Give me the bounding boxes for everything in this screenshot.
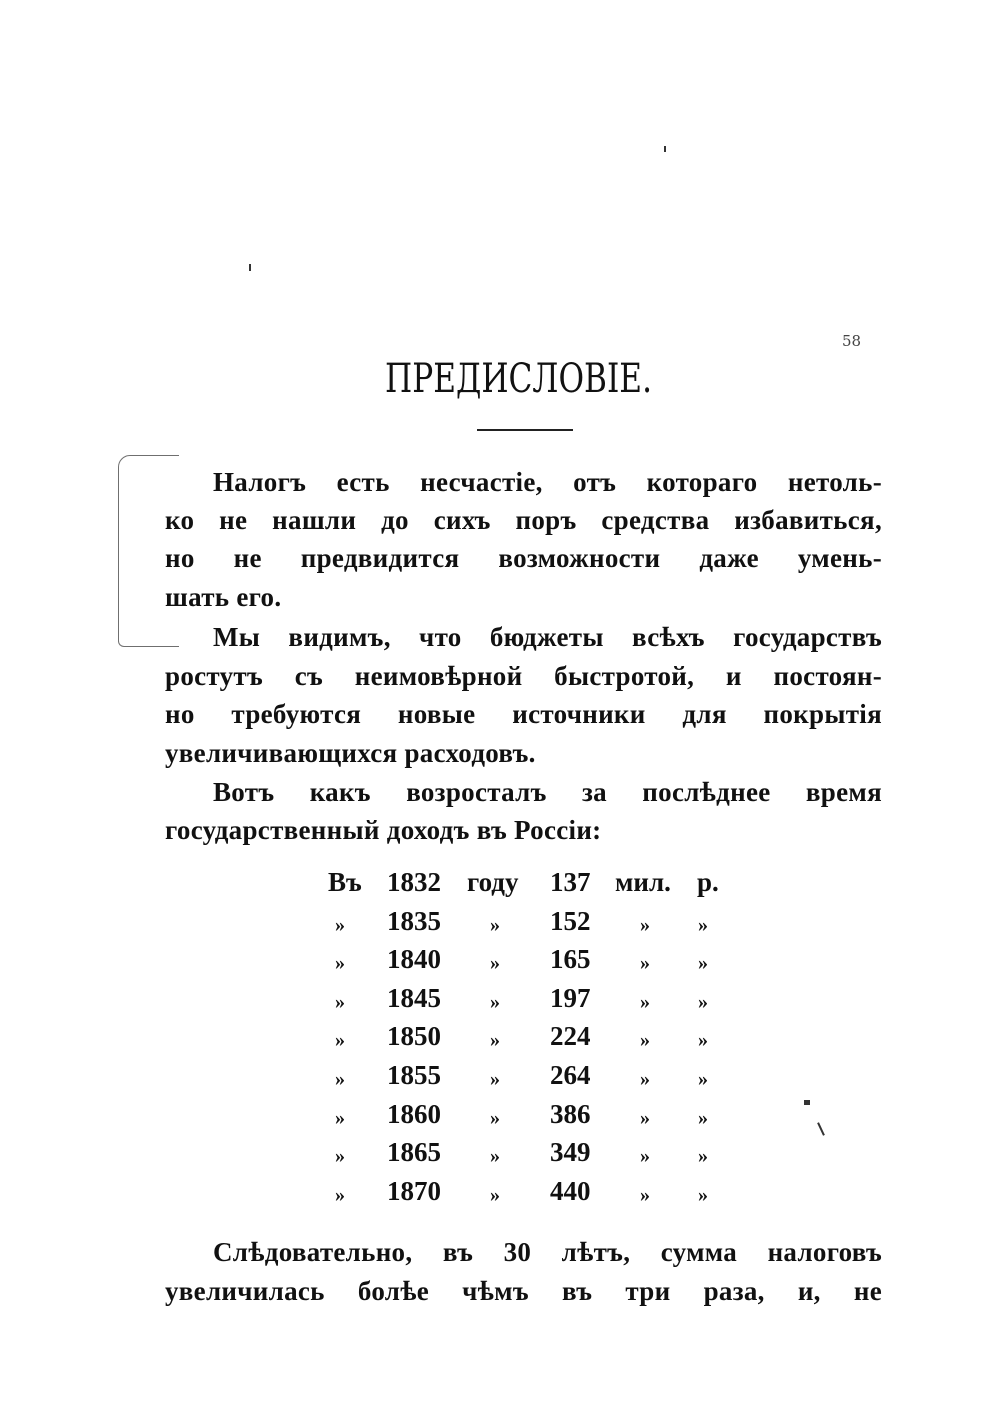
ditto-mark: » [698, 952, 708, 975]
text-line: ростутъ съ неимовѣрной быстротой, и постоян- [165, 661, 882, 691]
ditto-mark: » [490, 1106, 500, 1129]
ditto-mark: » [640, 1106, 650, 1129]
ditto-mark: » [640, 1029, 650, 1052]
ditto-mark: » [640, 952, 650, 975]
table-unit: мил. [615, 867, 671, 897]
table-amount: 224 [550, 1021, 591, 1052]
table-currency: р. [697, 867, 719, 897]
ditto-mark: » [490, 1068, 500, 1090]
text-line: Слѣдовательно, въ 30 лѣтъ, сумма налоговъ [213, 1237, 882, 1267]
text-line: шать его. [165, 582, 282, 612]
table-amount: 152 [550, 905, 591, 936]
ditto-mark: » [335, 1029, 345, 1052]
text-line: Вотъ какъ возросталъ за послѣднее время [213, 777, 882, 807]
table-year: 1832 [387, 867, 441, 897]
text-line: увеличилась болѣе чѣмъ въ три раза, и, не [165, 1276, 882, 1306]
table-year: 1865 [387, 1137, 441, 1168]
table-amount: 137 [550, 867, 591, 897]
text-line: Мы видимъ, что бюджеты всѣхъ государствъ [213, 622, 882, 652]
table-amount: 165 [550, 944, 591, 975]
ditto-mark: » [335, 1068, 345, 1090]
table-year: 1855 [387, 1060, 441, 1090]
ditto-mark: » [698, 990, 708, 1013]
ditto-mark: » [335, 1145, 345, 1168]
scan-speck [804, 1100, 810, 1105]
ditto-mark: » [640, 990, 650, 1013]
ditto-mark: » [335, 952, 345, 975]
table-year: 1840 [387, 944, 441, 975]
table-amount: 440 [550, 1175, 591, 1206]
text-line: государственный доходъ въ Россіи: [165, 815, 602, 845]
ditto-mark: » [698, 1183, 708, 1206]
table-amount: 349 [550, 1137, 591, 1168]
table-year: 1850 [387, 1021, 441, 1052]
ditto-mark: » [335, 1106, 345, 1129]
ditto-mark: » [490, 913, 500, 936]
table-word: году [467, 867, 519, 897]
table-amount: 386 [550, 1098, 591, 1129]
ditto-mark: » [640, 913, 650, 936]
ditto-mark: » [335, 913, 345, 936]
table-prefix: Въ [328, 867, 362, 897]
ditto-mark: » [490, 1183, 500, 1206]
table-year: 1870 [387, 1175, 441, 1206]
ditto-mark: » [640, 1183, 650, 1206]
text-line: Налогъ есть несчастіе, отъ котораго нетоль- [213, 467, 882, 497]
text-line: увеличивающихся расходовъ. [165, 738, 536, 768]
ditto-mark: » [640, 1145, 650, 1168]
ditto-mark: » [640, 1068, 650, 1090]
ditto-mark: » [335, 990, 345, 1013]
text-line: ко не нашли до сихъ поръ средства избавиться, [165, 505, 882, 535]
scan-speck [249, 264, 251, 271]
page-title: ПРЕДИСЛОВІЕ. [385, 356, 652, 402]
ditto-mark: » [335, 1183, 345, 1206]
table-year: 1845 [387, 982, 441, 1013]
page-mark: 58 [842, 332, 862, 350]
ditto-mark: » [490, 1029, 500, 1052]
table-amount: 264 [550, 1060, 591, 1090]
text-line: но требуются новые источники для покрытія [165, 699, 882, 729]
scan-speck [817, 1122, 825, 1136]
ditto-mark: » [698, 1068, 708, 1090]
ditto-mark: » [490, 952, 500, 975]
table-year: 1835 [387, 905, 441, 936]
ditto-mark: » [490, 1145, 500, 1168]
scan-speck [664, 146, 666, 152]
ditto-mark: » [698, 1145, 708, 1168]
ditto-mark: » [698, 1029, 708, 1052]
table-amount: 197 [550, 982, 591, 1013]
title-rule [477, 429, 573, 431]
table-year: 1860 [387, 1098, 441, 1129]
ditto-mark: » [698, 1106, 708, 1129]
text-line: но не предвидится возможности даже умень- [165, 543, 882, 573]
ditto-mark: » [698, 913, 708, 936]
ditto-mark: » [490, 990, 500, 1013]
